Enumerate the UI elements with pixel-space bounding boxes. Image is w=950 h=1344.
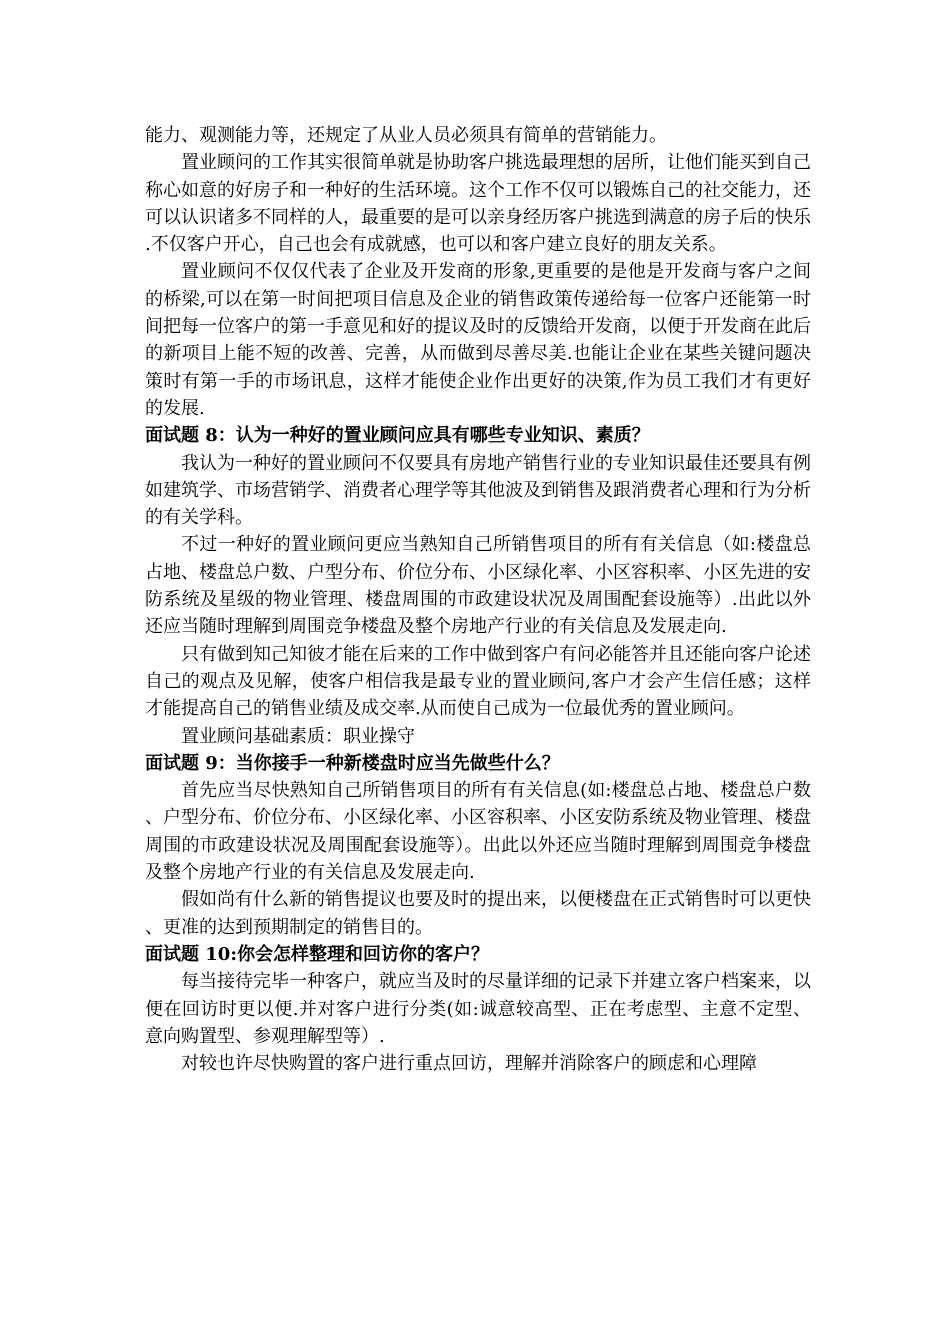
paragraph-8: 首先应当尽快熟知自己所销售项目的所有有关信息(如:楼盘总占地、楼盘总户数、户型分布、价位分布、小区绿化率、小区容积率、小区安防系统及物业管理、楼盘周围的市政建设状况及周围配套设施等）。出此以外还应当随时理解到周围竞争楼盘及整个房地产行业的有关信息及发展走向. [145,780,811,884]
document-page [145,122,811,1077]
paragraph-10: 每当接待完毕一种客户，就应当及时的尽量详细的记录下并建立客户档案来，以便在回访时更以便.并对客户进行分类(如:诚意较高型、正在考虑型、主意不定型、意向购置型、参观理解型等）. [145,971,811,1047]
question-10-heading: 面试题 10:你会怎样整理和回访你的客户？ [145,943,489,965]
paragraph-5: 不过一种好的置业顾问更应当熟知自己所销售项目的所有有关信息（如:楼盘总占地、楼盘总户数、户型分布、价位分布、小区绿化率、小区容积率、小区先进的安防系统及星级的物业管理、楼盘周围的市政建设状况及周围配套设施等）.出此以外还应当随时理解到周围竞争楼盘及整个房地产行业的有关信息及发展走向. [145,534,811,638]
paragraph-3: 置业顾问不仅仅代表了企业及开发商的形象,更重要的是他是开发商与客户之间的桥梁,可以在第一时间把项目信息及企业的销售政策传递给每一位客户还能第一时间把每一位客户的第一手意见和好的提议及时的反馈给开发商，以便于开发商在此后的新项目上能不短的改善、完善，从而做到尽善尽美.也能让企业在某些关键问题决策时有第一手的市场讯息，这样才能使企业作出更好的决策,作为员工我们才有更好的发展. [145,261,811,419]
question-8-heading: 面试题 8：认为一种好的置业顾问应具有哪些专业知识、素质？ [145,425,650,447]
paragraph-7: 置业顾问基础素质：职业操守 [181,725,415,747]
paragraph-9: 假如尚有什么新的销售提议也要及时的提出来，以便楼盘在正式销售时可以更快、更准的达到预期制定的销售目的。 [145,889,811,938]
question-9-heading: 面试题 9：当你接手一种新楼盘时应当先做些什么？ [145,752,560,774]
paragraph-6: 只有做到知己知彼才能在后来的工作中做到客户有问必能答并且还能向客户论述自己的观点及见解，使客户相信我是最专业的置业顾问,客户才会产生信任感；这样才能提高自己的销售业绩及成交率.从而使自己成为一位最优秀的置业顾问。 [145,643,811,720]
paragraph-4: 我认为一种好的置业顾问不仅要具有房地产销售行业的专业知识最佳还要具有例如建筑学、市场营销学、消费者心理学等其他波及到销售及跟消费者心理和行为分析的有关学科。 [145,452,811,529]
paragraph-11: 对较也许尽快购置的客户进行重点回访，理解并消除客户的顾虑和心理障 [181,1053,757,1075]
paragraph-1: 能力、观测能力等，还规定了从业人员必须具有简单的营销能力。 [145,125,667,146]
paragraph-2: 置业顾问的工作其实很简单就是协助客户挑选最理想的居所，让他们能买到自己称心如意的好房子和一种好的生活环境。这个工作不仅可以锻炼自己的社交能力，还可以认识诸多不同样的人，最重要的是可以亲身经历客户挑选到满意的房子后的快乐.不仅客户开心，自己也会有成就感，也可以和客户建立良好的朋友关系。 [145,152,811,256]
